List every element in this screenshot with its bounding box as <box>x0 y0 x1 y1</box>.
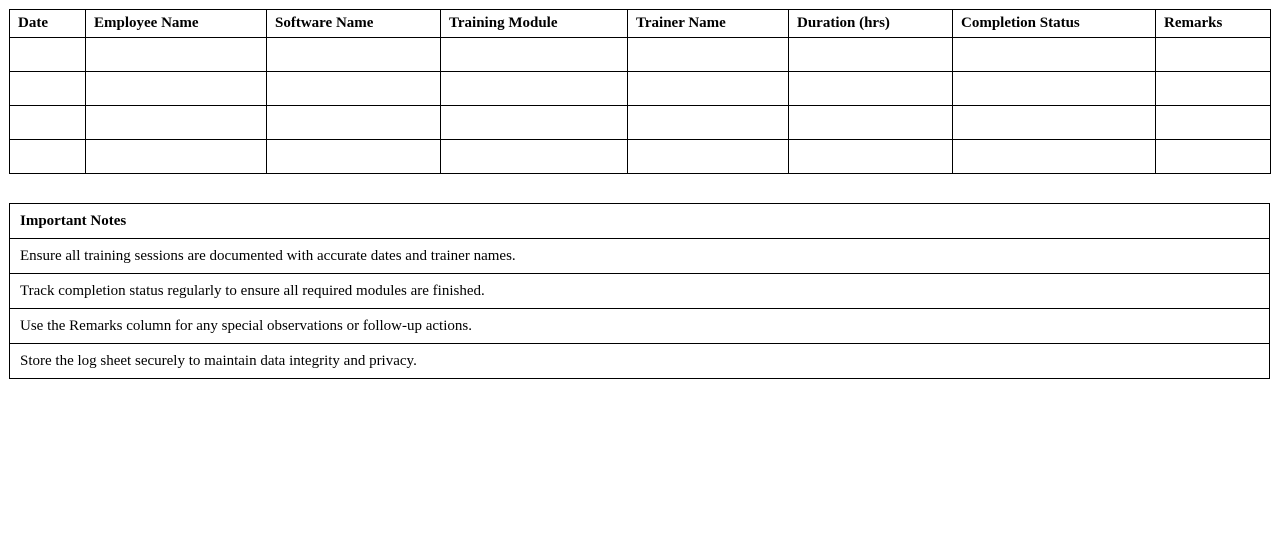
cell-completion-status[interactable] <box>953 72 1156 106</box>
cell-completion-status[interactable] <box>953 106 1156 140</box>
cell-software-name[interactable] <box>267 106 441 140</box>
cell-trainer-name[interactable] <box>628 38 789 72</box>
table-row <box>10 38 1271 72</box>
cell-date[interactable] <box>10 38 86 72</box>
table-header-row <box>10 10 1271 38</box>
cell-trainer-name[interactable] <box>628 140 789 174</box>
cell-duration[interactable] <box>789 140 953 174</box>
table-row <box>10 106 1271 140</box>
cell-employee-name[interactable] <box>86 106 267 140</box>
note-item: Track completion status regularly to ensure all required modules are finished. <box>10 274 1270 309</box>
training-log-table <box>9 9 1271 174</box>
cell-training-module[interactable] <box>441 38 628 72</box>
cell-remarks[interactable] <box>1156 106 1271 140</box>
cell-training-module[interactable] <box>441 72 628 106</box>
notes-row <box>10 309 1270 344</box>
cell-training-module[interactable] <box>441 140 628 174</box>
cell-duration[interactable] <box>789 72 953 106</box>
cell-trainer-name[interactable] <box>628 72 789 106</box>
cell-date[interactable] <box>10 72 86 106</box>
cell-employee-name[interactable] <box>86 72 267 106</box>
cell-remarks[interactable] <box>1156 140 1271 174</box>
cell-employee-name[interactable] <box>86 140 267 174</box>
cell-employee-name[interactable] <box>86 38 267 72</box>
cell-training-module[interactable] <box>441 106 628 140</box>
cell-remarks[interactable] <box>1156 38 1271 72</box>
cell-duration[interactable] <box>789 106 953 140</box>
cell-duration[interactable] <box>789 38 953 72</box>
cell-date[interactable] <box>10 140 86 174</box>
note-item: Ensure all training sessions are documented with accurate dates and trainer names. <box>10 239 1270 274</box>
notes-row <box>10 344 1270 379</box>
column-header-employee-name: Employee Name <box>86 10 267 38</box>
note-item: Store the log sheet securely to maintain data integrity and privacy. <box>10 344 1270 379</box>
cell-software-name[interactable] <box>267 38 441 72</box>
table-row <box>10 140 1271 174</box>
cell-date[interactable] <box>10 106 86 140</box>
column-header-training-module: Training Module <box>441 10 628 38</box>
notes-heading: Important Notes <box>10 204 1270 239</box>
table-row <box>10 72 1271 106</box>
cell-completion-status[interactable] <box>953 38 1156 72</box>
column-header-remarks: Remarks <box>1156 10 1271 38</box>
notes-row <box>10 239 1270 274</box>
notes-header-row <box>10 204 1270 239</box>
notes-row <box>10 274 1270 309</box>
cell-software-name[interactable] <box>267 140 441 174</box>
cell-completion-status[interactable] <box>953 140 1156 174</box>
column-header-software-name: Software Name <box>267 10 441 38</box>
column-header-completion-status: Completion Status <box>953 10 1156 38</box>
important-notes-table <box>9 203 1270 379</box>
cell-trainer-name[interactable] <box>628 106 789 140</box>
column-header-trainer-name: Trainer Name <box>628 10 789 38</box>
column-header-duration: Duration (hrs) <box>789 10 953 38</box>
column-header-date: Date <box>10 10 86 38</box>
cell-remarks[interactable] <box>1156 72 1271 106</box>
cell-software-name[interactable] <box>267 72 441 106</box>
note-item: Use the Remarks column for any special observations or follow-up actions. <box>10 309 1270 344</box>
